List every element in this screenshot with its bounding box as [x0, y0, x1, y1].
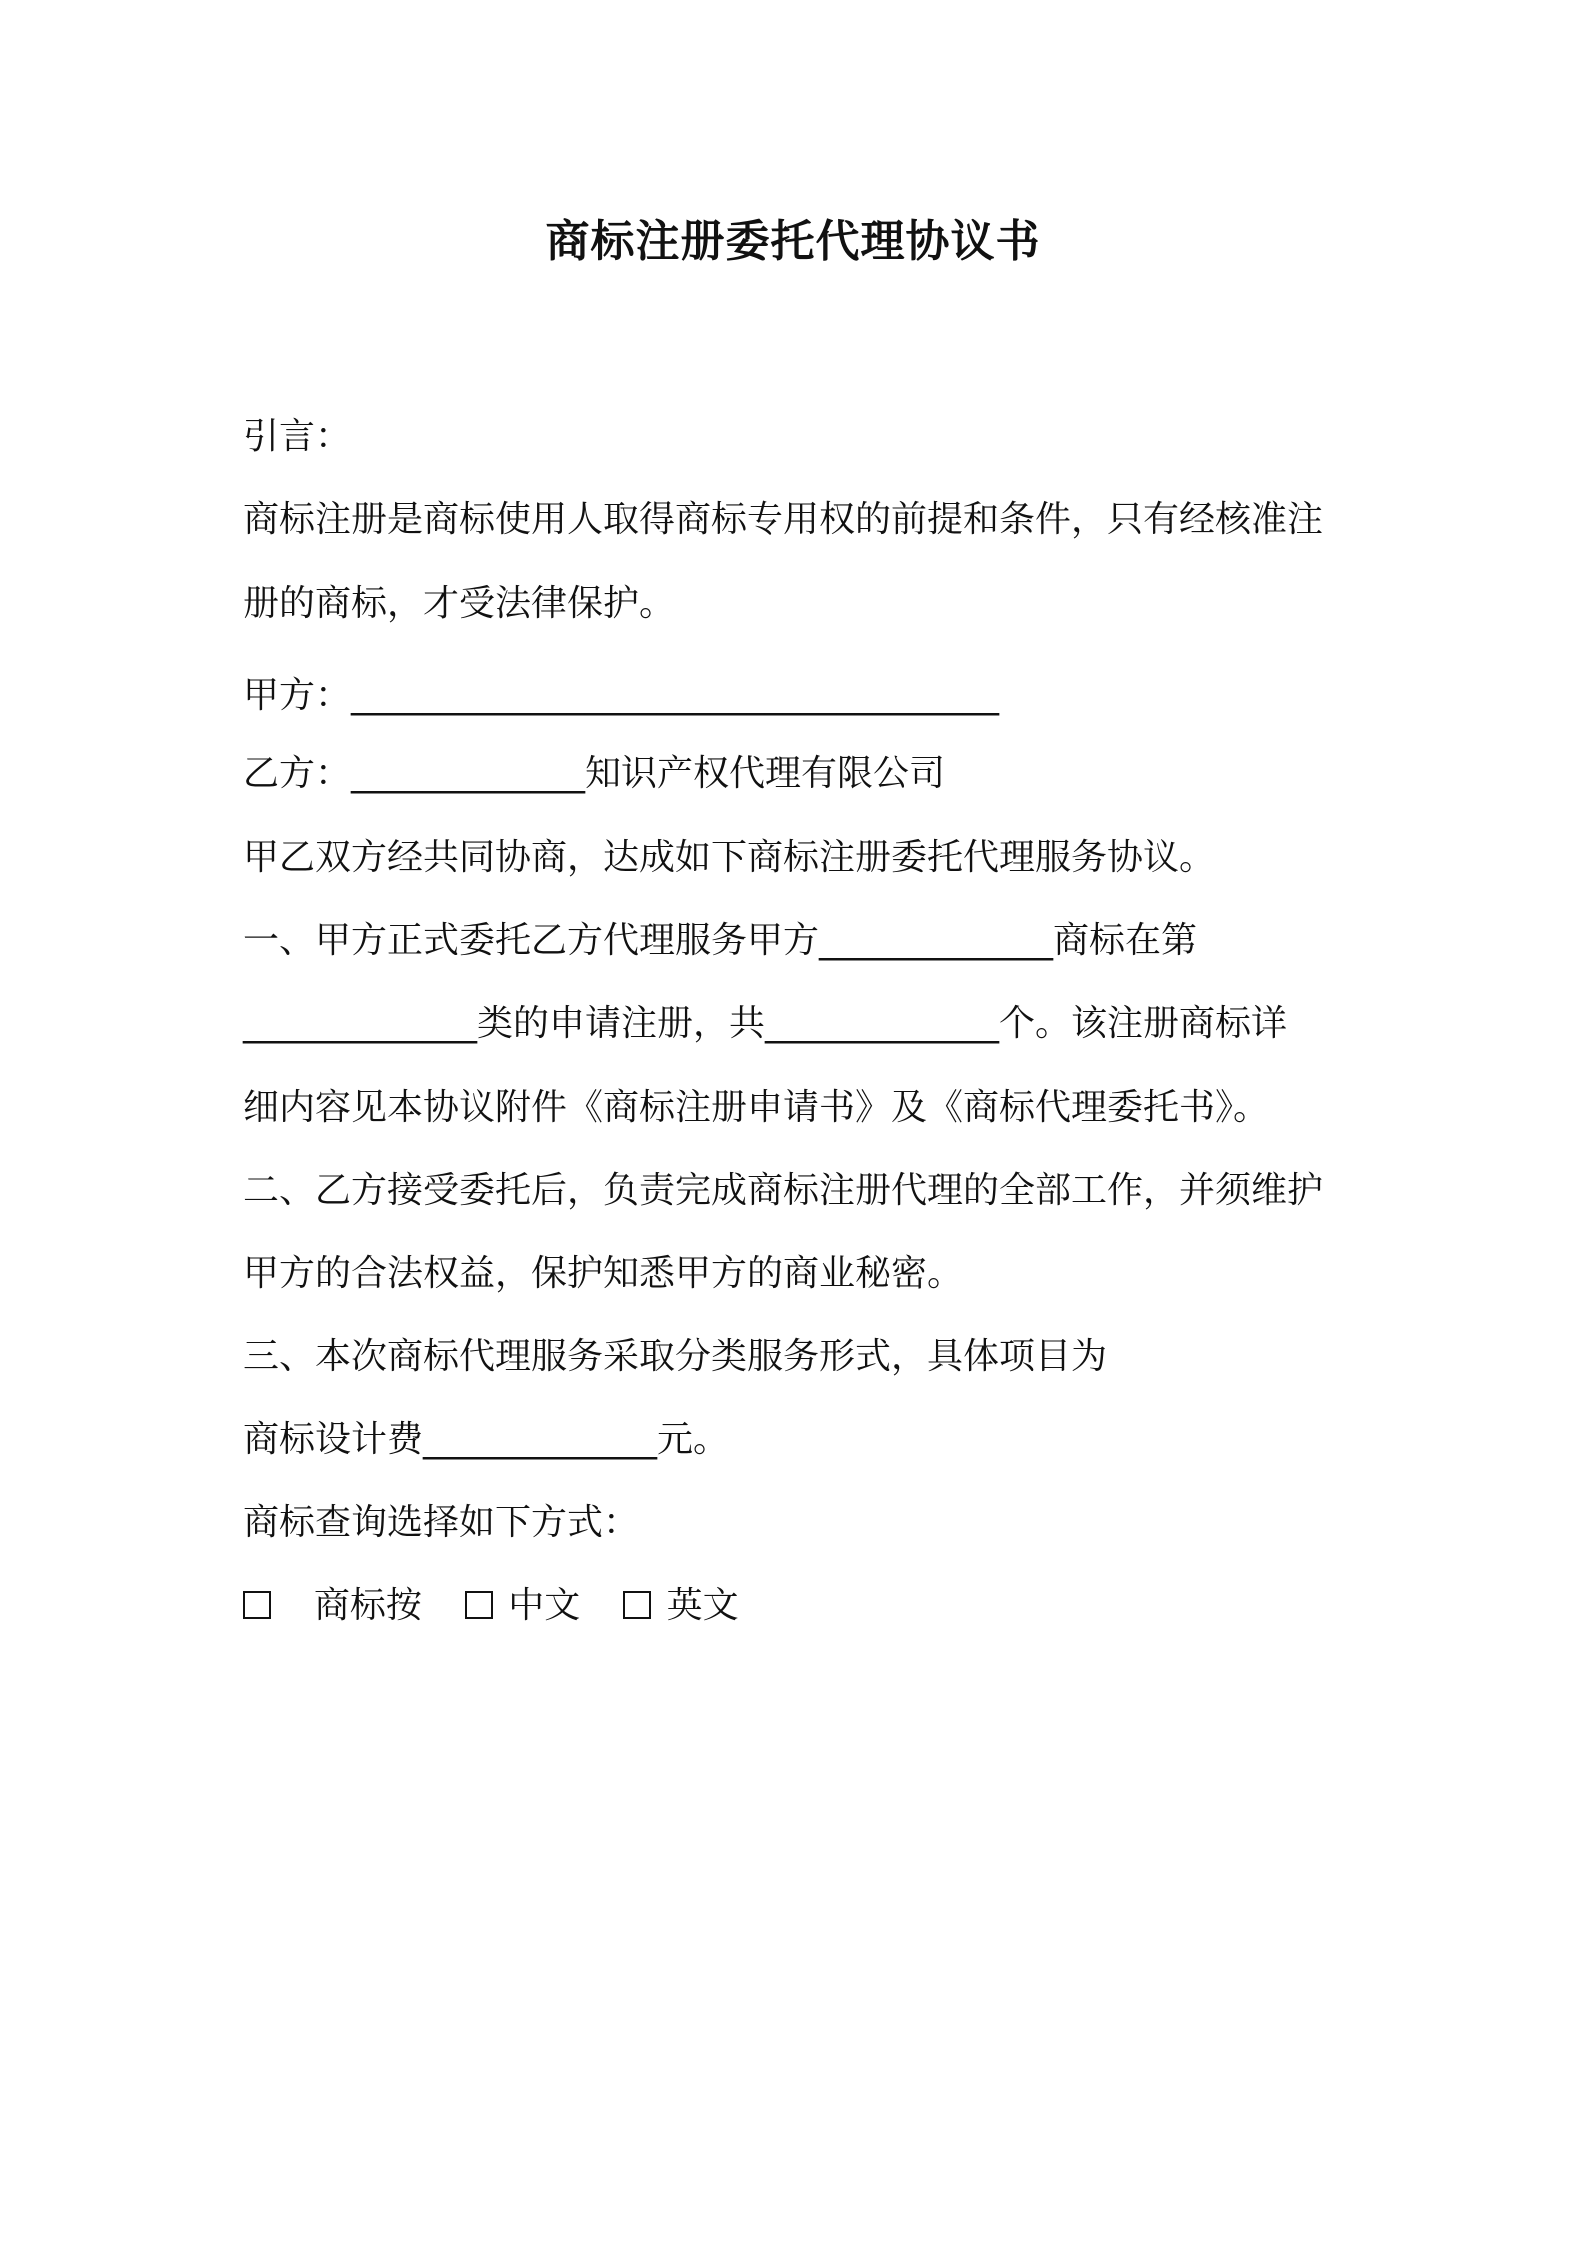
clause2-line-1: 二、乙方接受委托后，负责完成商标注册代理的全部工作，并须维护 — [243, 1170, 1324, 1211]
intro-line-2: 册的商标，才受法律保护。 — [243, 583, 676, 624]
option-label-chinese: 中文 — [508, 1585, 581, 1626]
party-a-line: 甲方：____________________________________ — [243, 675, 1000, 716]
option-label-english: 英文 — [666, 1585, 739, 1626]
clause1-line-2: _____________类的申请注册，共_____________个。该注册商标详 — [243, 1003, 1288, 1044]
query-heading: 商标查询选择如下方式： — [243, 1502, 640, 1543]
option-checkbox-1[interactable] — [243, 1591, 271, 1619]
query-options-row — [243, 1580, 739, 1632]
intro-line-1: 商标注册是商标使用人取得商标专用权的前提和条件，只有经核准注 — [243, 499, 1324, 540]
clause1-line-3: 细内容见本协议附件《商标注册申请书》及《商标代理委托书》。 — [243, 1087, 1270, 1128]
clause2-line-2: 甲方的合法权益，保护知悉甲方的商业秘密。 — [243, 1253, 964, 1294]
party-b-line: 乙方：_____________知识产权代理有限公司 — [243, 753, 946, 794]
consensus-line: 甲乙双方经共同协商，达成如下商标注册委托代理服务协议。 — [243, 837, 1216, 878]
clause3-line-1: 三、本次商标代理服务采取分类服务形式，具体项目为 — [243, 1336, 1108, 1377]
intro-heading: 引言： — [243, 416, 352, 457]
option-label-1: 商标按 — [313, 1585, 422, 1626]
option-checkbox-english[interactable] — [623, 1591, 651, 1619]
option-checkbox-chinese[interactable] — [465, 1591, 493, 1619]
clause1-line-1: 一、甲方正式委托乙方代理服务甲方_____________商标在第 — [243, 920, 1198, 961]
clause3-line-2: 商标设计费_____________元。 — [243, 1419, 730, 1460]
document-title: 商标注册委托代理协议书 — [545, 216, 1041, 267]
